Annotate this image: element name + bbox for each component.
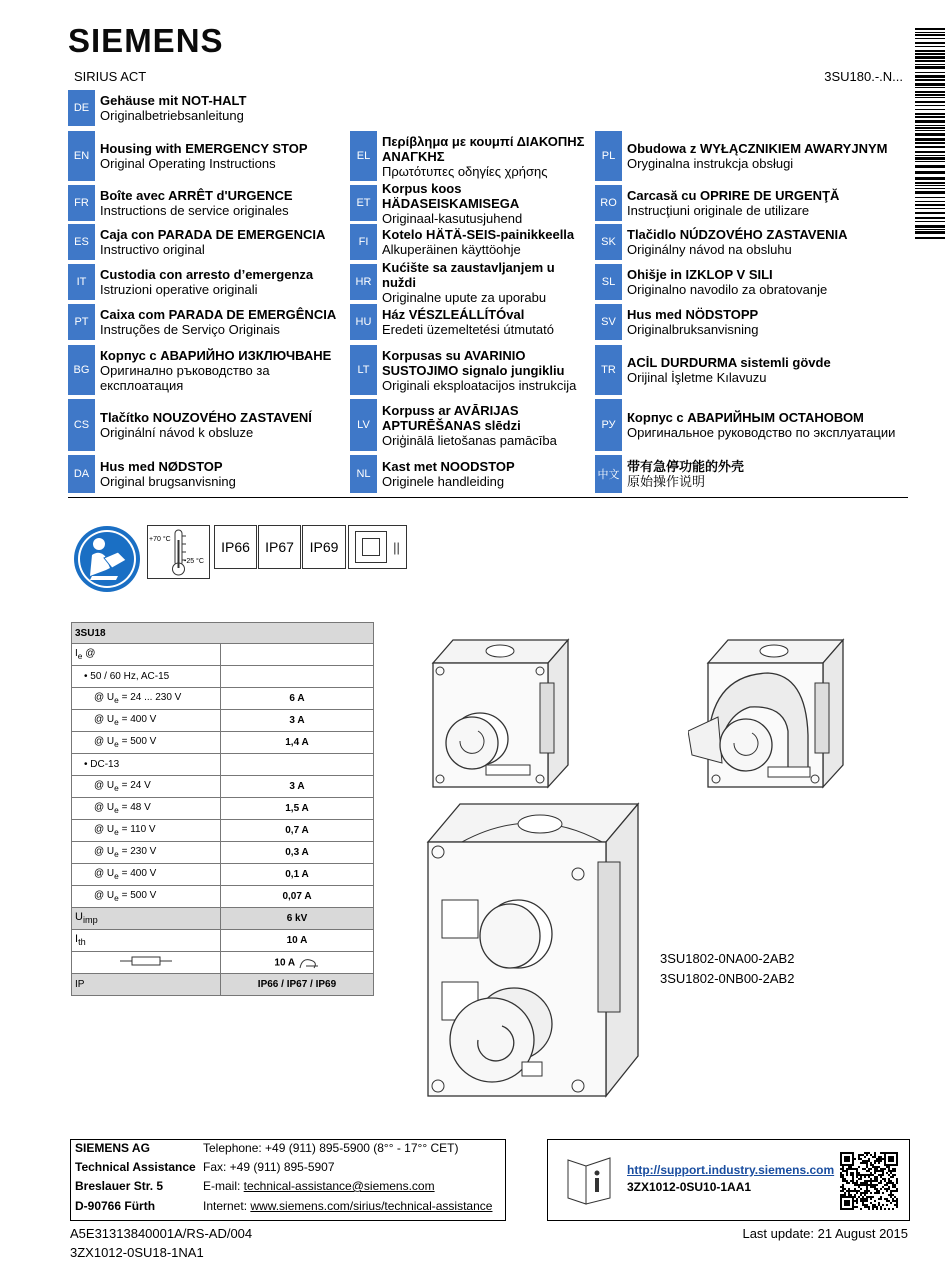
spec-label: • 50 / 60 Hz, AC-15 bbox=[72, 666, 221, 688]
ip69-badge: IP69 bbox=[302, 525, 346, 569]
barcode-icon bbox=[915, 28, 945, 240]
spec-label: $U_{imp}$ bbox=[72, 908, 221, 930]
spec-value: 0,3 A bbox=[221, 842, 374, 864]
language-title: Корпус с АВАРИЙНЫМ ОСТАНОВОМ bbox=[627, 410, 864, 425]
divider bbox=[68, 497, 908, 498]
language-title: Korpusas su AVARINIO SUSTOJIMO signalo jungikliu bbox=[382, 347, 565, 378]
spec-row bbox=[72, 864, 374, 886]
spec-label: @ $U_e = 400$ V bbox=[72, 864, 221, 886]
temperature-range-icon bbox=[147, 525, 210, 579]
contact-box bbox=[70, 1139, 506, 1221]
double-insulation-icon: || bbox=[348, 525, 407, 569]
language-entry-bg bbox=[68, 345, 348, 395]
language-subtitle: Оригинално ръководство за експлоатация bbox=[100, 362, 270, 393]
document-id: A5E31313840001A/RS-AD/004 bbox=[70, 1226, 253, 1241]
email-label: E-mail: bbox=[203, 1179, 244, 1193]
language-title: Caixa com PARADA DE EMERGÊNCIA bbox=[100, 307, 337, 322]
product-series: SIRIUS ACT bbox=[74, 69, 147, 84]
spec-row bbox=[72, 974, 374, 996]
language-title: Hus med NØDSTOP bbox=[100, 459, 223, 474]
language-code: DA bbox=[68, 455, 95, 493]
language-code: LV bbox=[350, 399, 377, 451]
language-code: ES bbox=[68, 224, 95, 260]
language-entry-fi bbox=[350, 224, 592, 260]
spec-row bbox=[72, 710, 374, 732]
language-subtitle: Originálny návod na obsluhu bbox=[627, 242, 792, 257]
language-title: Kotelo HÄTÄ-SEIS-painikkeella bbox=[382, 227, 575, 242]
contact-dept: Technical Assistance bbox=[75, 1160, 196, 1174]
spec-value: 1,5 A bbox=[221, 798, 374, 820]
spec-row bbox=[72, 930, 374, 952]
language-subtitle: Originalne upute za uporabu bbox=[382, 289, 547, 305]
language-entry-de bbox=[68, 90, 348, 126]
language-title: Carcasă cu OPRIRE DE URGENŢĂ bbox=[627, 188, 840, 203]
language-entry-sl bbox=[595, 264, 905, 300]
language-code: FI bbox=[350, 224, 377, 260]
language-code: ET bbox=[350, 185, 377, 221]
language-subtitle: Oriģinālā lietošanas pamācība bbox=[382, 432, 557, 448]
spec-row bbox=[72, 754, 374, 776]
qr-code-icon[interactable] bbox=[840, 1152, 898, 1210]
language-subtitle: Orijinal İşletme Kılavuzu bbox=[627, 370, 767, 385]
language-entry-pt bbox=[68, 304, 348, 340]
spec-label bbox=[72, 952, 221, 974]
language-subtitle: Instructions de service originales bbox=[100, 203, 289, 218]
language-title: ACİL DURDURMA sistemli gövde bbox=[627, 355, 831, 370]
model-nb: 3SU1802-0NB00-2AB2 bbox=[660, 971, 795, 986]
temp-max: +70 °C bbox=[149, 536, 171, 543]
language-subtitle: Instrucţiuni originale de utilizare bbox=[627, 203, 810, 218]
language-entry-lt bbox=[350, 345, 592, 395]
spec-value: 3 A bbox=[221, 776, 374, 798]
spec-table bbox=[71, 622, 374, 996]
spec-value: 3 A bbox=[221, 710, 374, 732]
contact-company: SIEMENS AG bbox=[75, 1141, 150, 1155]
language-entry-cs bbox=[68, 399, 348, 451]
spec-row bbox=[72, 952, 374, 974]
language-entry-hr bbox=[350, 259, 592, 305]
language-code: DE bbox=[68, 90, 95, 126]
language-code: SK bbox=[595, 224, 622, 260]
language-subtitle: Instruções de Serviço Originais bbox=[100, 322, 280, 337]
language-entry-da bbox=[68, 455, 348, 493]
fuse-icon bbox=[116, 955, 176, 967]
ip67-badge: IP67 bbox=[258, 525, 301, 569]
language-code: BG bbox=[68, 345, 95, 395]
spec-row bbox=[72, 798, 374, 820]
support-box bbox=[547, 1139, 910, 1221]
language-code: FR bbox=[68, 185, 95, 221]
contact-fax: Fax: +49 (911) 895-5907 bbox=[203, 1160, 335, 1174]
housing-double-button-image bbox=[422, 800, 642, 1100]
language-code: HR bbox=[350, 264, 377, 300]
spec-label: • DC-13 bbox=[72, 754, 221, 776]
language-subtitle: Instructivo original bbox=[100, 242, 205, 257]
spec-label: @ $U_e = 500$ V bbox=[72, 732, 221, 754]
language-subtitle: Eredeti üzemeltetési útmutató bbox=[382, 322, 554, 337]
language-title: Hus med NÖDSTOPP bbox=[627, 307, 759, 322]
spec-label: @ $U_e = 500$ V bbox=[72, 886, 221, 908]
fuse-characteristic-icon bbox=[298, 956, 320, 970]
spec-value bbox=[221, 754, 374, 776]
spec-value bbox=[221, 666, 374, 688]
language-entry-pl bbox=[595, 131, 905, 181]
spec-label: @ $U_e = 230$ V bbox=[72, 842, 221, 864]
language-title: Ház VÉSZLEÁLLÍTÓval bbox=[382, 307, 525, 322]
spec-label: @ $U_e = 24$ V bbox=[72, 776, 221, 798]
language-entry-sk bbox=[595, 224, 905, 260]
model-list bbox=[660, 949, 794, 989]
language-title: 带有急停功能的外壳 bbox=[627, 459, 745, 474]
language-title: Housing with EMERGENCY STOP bbox=[100, 141, 308, 156]
contact-telephone: Telephone: +49 (911) 895-5900 (8°° - 17°° CET) bbox=[203, 1141, 459, 1155]
spec-row bbox=[72, 776, 374, 798]
spec-value: 0,7 A bbox=[221, 820, 374, 842]
language-title: Ohišje in IZKLOP V SILI bbox=[627, 267, 773, 282]
language-subtitle: Originali eksploatacijos instrukcija bbox=[382, 377, 577, 393]
language-code: RO bbox=[595, 185, 622, 221]
document-number: 3ZX1012-0SU18-1NA1 bbox=[70, 1245, 204, 1260]
spec-label: @ $U_e = 400$ V bbox=[72, 710, 221, 732]
language-title: Korpuss ar AVĀRIJAS APTURĒŠANAS slēdzi bbox=[382, 402, 521, 433]
spec-value: 1,4 A bbox=[221, 732, 374, 754]
spec-row bbox=[72, 644, 374, 666]
language-code: РУ bbox=[595, 399, 622, 451]
part-number: 3SU180.-.N... bbox=[824, 69, 903, 84]
language-entry-中文 bbox=[595, 455, 905, 493]
language-subtitle: Alkuperäinen käyttöohje bbox=[382, 242, 521, 257]
spec-value: 0,07 A bbox=[221, 886, 374, 908]
language-entry-nl bbox=[350, 455, 592, 493]
language-code: SV bbox=[595, 304, 622, 340]
temp-min: -25 °C bbox=[184, 558, 204, 565]
housing-single-button-image bbox=[428, 635, 573, 790]
language-title: Gehäuse mit NOT-HALT bbox=[100, 93, 247, 108]
language-entry-ру bbox=[595, 399, 905, 451]
language-code: NL bbox=[350, 455, 377, 493]
language-subtitle: Originalbetriebsanleitung bbox=[100, 108, 244, 123]
language-subtitle: 原始操作说明 bbox=[627, 474, 706, 489]
language-subtitle: Istruzioni operative originali bbox=[100, 282, 258, 297]
language-code: TR bbox=[595, 345, 622, 395]
language-entry-lv bbox=[350, 399, 592, 451]
siemens-logo: SIEMENS bbox=[68, 22, 224, 59]
language-entry-ro bbox=[595, 185, 905, 221]
language-subtitle: Original Operating Instructions bbox=[100, 156, 276, 171]
language-code: PT bbox=[68, 304, 95, 340]
spec-value: 10 A bbox=[221, 930, 374, 952]
language-entry-it bbox=[68, 264, 348, 300]
language-code: EL bbox=[350, 131, 377, 181]
language-entry-el bbox=[350, 131, 592, 181]
housing-collar-button-image bbox=[688, 635, 848, 795]
spec-value: 6 A bbox=[221, 688, 374, 710]
spec-row bbox=[72, 688, 374, 710]
spec-value: 6 kV bbox=[221, 908, 374, 930]
language-title: Obudowa z WYŁĄCZNIKIEM AWARYJNYM bbox=[627, 141, 888, 156]
ip66-badge: IP66 bbox=[214, 525, 257, 569]
info-book-icon bbox=[564, 1154, 612, 1208]
language-entry-tr bbox=[595, 345, 905, 395]
language-subtitle: Originele handleiding bbox=[382, 474, 505, 489]
contact-city: D-90766 Fürth bbox=[75, 1199, 156, 1213]
spec-value bbox=[221, 644, 374, 666]
language-subtitle: Oryginalna instrukcja obsługi bbox=[627, 156, 794, 171]
language-entry-hu bbox=[350, 304, 592, 340]
language-code: EN bbox=[68, 131, 95, 181]
language-title: Custodia con arresto d’emergenza bbox=[100, 267, 314, 282]
language-subtitle: Πρωτότυπες οδηγίες χρήσης bbox=[382, 163, 548, 179]
language-code: HU bbox=[350, 304, 377, 340]
spec-value: IP66 / IP67 / IP69 bbox=[221, 974, 374, 996]
language-entry-es bbox=[68, 224, 348, 260]
spec-row bbox=[72, 732, 374, 754]
spec-label: $I_{th}$ bbox=[72, 930, 221, 952]
language-title: Tlačítko NOUZOVÉHO ZASTAVENÍ bbox=[100, 410, 312, 425]
language-code: IT bbox=[68, 264, 95, 300]
internet-link[interactable]: www.siemens.com/sirius/technical-assistance bbox=[250, 1199, 493, 1213]
language-title: Boîte avec ARRÊT d'URGENCE bbox=[100, 188, 293, 203]
language-subtitle: Originální návod k obsluze bbox=[100, 425, 254, 440]
support-url-link[interactable]: http://support.industry.siemens.com bbox=[627, 1163, 835, 1177]
language-entry-sv bbox=[595, 304, 905, 340]
language-title: Корпус с АВАРИЙНО ИЗКЛЮЧВАНЕ bbox=[100, 347, 332, 363]
last-update: Last update: 21 August 2015 bbox=[742, 1226, 908, 1241]
language-title: Kast met NOODSTOP bbox=[382, 459, 515, 474]
spec-label: @ $U_e = 24$ ... 230 V bbox=[72, 688, 221, 710]
spec-value: 10 A bbox=[221, 952, 374, 974]
spec-row bbox=[72, 842, 374, 864]
internet-label: Internet: bbox=[203, 1199, 251, 1213]
spec-row bbox=[72, 820, 374, 842]
language-code: SL bbox=[595, 264, 622, 300]
language-title: Korpus koos HÄDASEISKAMISEGA bbox=[382, 180, 520, 211]
spec-row bbox=[72, 908, 374, 930]
contact-street: Breslauer Str. 5 bbox=[75, 1179, 164, 1193]
language-code: PL bbox=[595, 131, 622, 181]
spec-row bbox=[72, 666, 374, 688]
language-subtitle: Originaal-kasutusjuhend bbox=[382, 210, 523, 226]
language-code: LT bbox=[350, 345, 377, 395]
language-subtitle: Оригинальное руководство по эксплуатации bbox=[627, 425, 896, 440]
language-title: Caja con PARADA DE EMERGENCIA bbox=[100, 227, 326, 242]
spec-row bbox=[72, 886, 374, 908]
language-title: Περίβλημα με κουμπί ΔΙΑΚΟΠΗΣ ΑΝΑΓΚΗΣ bbox=[382, 133, 585, 164]
language-code: CS bbox=[68, 399, 95, 451]
support-doc-number: 3ZX1012-0SU10-1AA1 bbox=[627, 1180, 752, 1194]
language-entry-en bbox=[68, 131, 348, 181]
language-subtitle: Original brugsanvisning bbox=[100, 474, 236, 489]
language-title: Kućište sa zaustavljanjem u nuždi bbox=[382, 259, 555, 290]
spec-label: $I_e$ @ bbox=[72, 644, 221, 666]
language-title: Tlačidlo NÚDZOVÉHO ZASTAVENIA bbox=[627, 227, 848, 242]
language-entry-fr bbox=[68, 185, 348, 221]
language-code: 中文 bbox=[595, 455, 622, 493]
spec-value: 0,1 A bbox=[221, 864, 374, 886]
read-manual-icon bbox=[72, 524, 142, 594]
spec-label: IP bbox=[72, 974, 221, 996]
language-subtitle: Originalno navodilo za obratovanje bbox=[627, 282, 828, 297]
language-subtitle: Originalbruksanvisning bbox=[627, 322, 759, 337]
model-na: 3SU1802-0NA00-2AB2 bbox=[660, 951, 795, 966]
spec-title: 3SU18 bbox=[72, 623, 374, 644]
spec-label: @ $U_e = 48$ V bbox=[72, 798, 221, 820]
language-entry-et bbox=[350, 180, 592, 226]
email-link[interactable]: technical-assistance@siemens.com bbox=[243, 1179, 435, 1193]
spec-label: @ $U_e = 110$ V bbox=[72, 820, 221, 842]
